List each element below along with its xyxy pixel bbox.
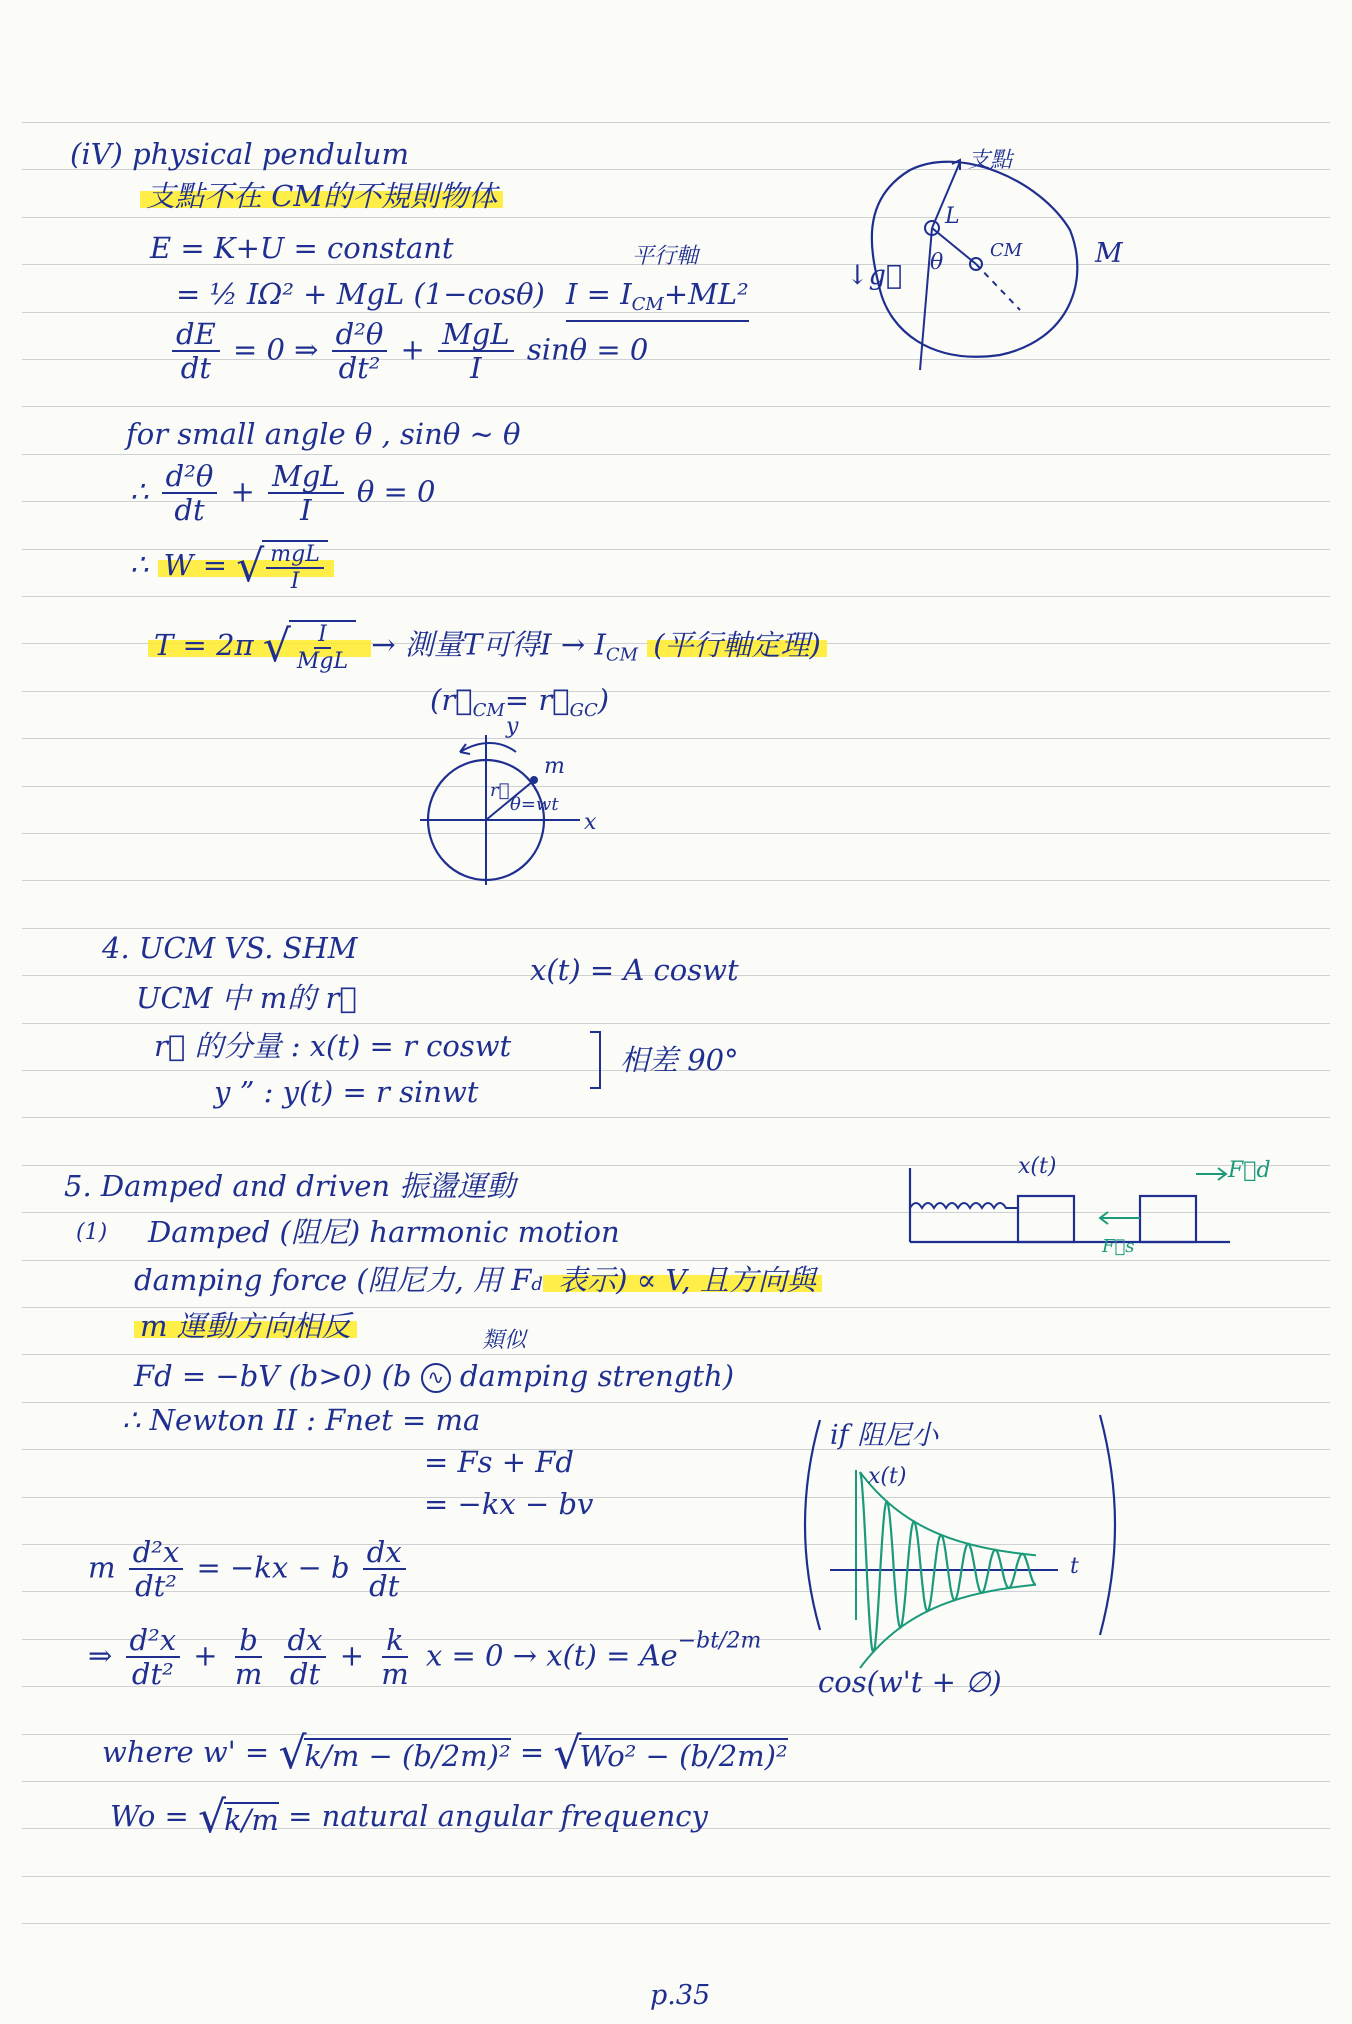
x-component: r⃗ 的分量 : x(t) = r coswt [154, 1029, 512, 1063]
ruled-line [22, 1876, 1330, 1877]
ruled-line [22, 1117, 1330, 1118]
tilde-circle-icon: ∿ [421, 1363, 451, 1393]
spring-mass-diagram [900, 1160, 1240, 1250]
derivative-equation: $\frac{dE}{dt}$ = 0 ⇒ $\frac{\text{d²θ}}{\text{dt²}}$ + $\frac{\text{MgL}}{I}$ sinθ = 0 [168, 320, 648, 383]
ruled-line [22, 1449, 1330, 1450]
circle-r-label: r⃗ [490, 780, 510, 801]
section-heading-damped: 5. Damped and driven 振盪運動 [64, 1169, 516, 1203]
y-component: y ” : y(t) = r sinwt [214, 1075, 479, 1109]
parallel-axis-label: 平行軸 [632, 244, 699, 269]
parallel-axis-equation: $I = I_{CM}+ML^2$ [566, 280, 749, 322]
mass-block-2 [1140, 1196, 1196, 1242]
ruled-line [22, 1923, 1330, 1924]
plot-t-label: t [1070, 1554, 1079, 1579]
circle-angle-label: θ=wt [510, 794, 559, 815]
ruled-line [22, 738, 1330, 739]
extension-line [976, 264, 1020, 310]
ruled-line [22, 1497, 1330, 1498]
plot-label: if 阻尼小 [830, 1420, 939, 1451]
opposite-direction-note: m 運動方向相反 [134, 1312, 357, 1341]
ruled-line [22, 217, 1330, 218]
subsection-number: (1) [76, 1220, 108, 1245]
phase-difference: 相差 90° [620, 1043, 739, 1077]
ruled-line [22, 406, 1330, 407]
gravity-label: ↓g⃗ [846, 260, 903, 291]
net-force-sum: = Fs + Fd [424, 1445, 574, 1479]
cm-label: CM [990, 240, 1023, 261]
section-heading-ucm-shm: 4. UCM VS. SHM [102, 931, 358, 965]
pendulum-ode: ∴ $\frac{\text{d²θ}}{dt}$ + $\frac{\text{MgL}}{I}$ θ = 0 [130, 459, 436, 527]
pivot-label: 支點 [968, 148, 1013, 173]
newton-second-law: ∴ Newton II : Fnet = ma [122, 1403, 481, 1437]
spring-xt-label: x(t) [1018, 1154, 1057, 1179]
damped-ode-1: m $\frac{\text{d²x}}{\text{dt²}}$ = −kx − b $\frac{dx}{dt}$ [88, 1538, 410, 1601]
ruled-line [22, 833, 1330, 834]
energy-expansion: = ½ IΩ² + MgL (1−cosθ) [176, 277, 545, 311]
ruled-line [22, 786, 1330, 787]
shm-xt: x(t) = A coswt [530, 953, 739, 987]
ruled-line [22, 928, 1330, 929]
mass-label: M [1095, 238, 1123, 269]
bracket [588, 1030, 608, 1092]
right-parenthesis [1100, 1415, 1115, 1635]
oscillation-curve [860, 1472, 1036, 1652]
ruled-line [22, 1023, 1330, 1024]
omega-equation: ∴ W = √ $\frac{\text{mgL}}{I}$ [130, 540, 334, 593]
ruled-line [22, 1307, 1330, 1308]
subsection-heading: Damped (阻尼) harmonic motion [148, 1215, 620, 1249]
ruled-line [22, 1781, 1330, 1782]
section-heading-physical-pendulum: (iV) physical pendulum [70, 137, 409, 171]
ruled-line [22, 1354, 1330, 1355]
highlighted-note: 支點不在 CM的不規則物体 [140, 182, 503, 211]
damped-ode-2: ⇒ $\frac{\text{d²x}}{\text{dt²}}$ + $\frac{b}{m}$ $\frac{dx}{dt}$ + $\frac{k}{m}$ $x = 0 \to x(t) = Ae^{-bt/2m}$ [88, 1623, 762, 1691]
page-number: p.35 [650, 1980, 711, 2011]
ucm-note: UCM 中 m的 r⃗ [136, 981, 357, 1015]
net-force-expansion: = −kx − bv [424, 1487, 594, 1521]
ruled-line [22, 596, 1330, 597]
envelope-bottom [860, 1585, 1036, 1668]
circle-m-label: m [544, 754, 565, 779]
fd-label: F⃗d [1228, 1158, 1271, 1183]
mass-block-1 [1018, 1196, 1074, 1242]
rotation-arrow [460, 743, 516, 752]
small-angle-note: for small angle θ , sinθ ∼ θ [126, 417, 521, 451]
left-parenthesis [805, 1420, 820, 1630]
circle-x-label: x [584, 810, 597, 835]
similar-note: 類似 [482, 1328, 527, 1353]
damping-force-equation: Fd = −bV (b>0) (b ∿ damping strength) [134, 1359, 735, 1393]
length-label: L [945, 204, 960, 229]
damping-force-line: damping force (阻尼力, 用 Fd 表示) ∝ V, 且方向與 [134, 1266, 822, 1295]
mass-point [530, 776, 538, 784]
damped-omega-equation: where w' = √ k/m − (b/2m)² = √ Wo² − (b/2m)² [102, 1728, 788, 1779]
rcm-note: ($r⃗_{CM}=$ $r⃗_{GC}$) [430, 683, 610, 721]
ruled-line [22, 122, 1330, 123]
damped-cos-term: cos(w't + ∅) [818, 1665, 1002, 1699]
plot-xt-label: x(t) [868, 1464, 907, 1489]
ruled-line [22, 1260, 1330, 1261]
ruled-line [22, 691, 1330, 692]
rigid-body-outline [872, 162, 1078, 357]
natural-frequency-equation: Wo = √ k/m = natural angular frequency [110, 1792, 708, 1843]
energy-equation: E = K+U = constant [150, 231, 454, 265]
ruled-line [22, 454, 1330, 455]
fs-label: F⃗s [1102, 1236, 1135, 1257]
ruled-line [22, 880, 1330, 881]
angle-label: θ [930, 250, 944, 275]
circle-y-label: y [506, 714, 519, 739]
period-equation: T = 2π √ $\frac{I}{\text{MgL}}$ → 測量T可得$I \to I_{CM}$ (平行軸定理) [148, 620, 827, 673]
spring [910, 1203, 1018, 1208]
